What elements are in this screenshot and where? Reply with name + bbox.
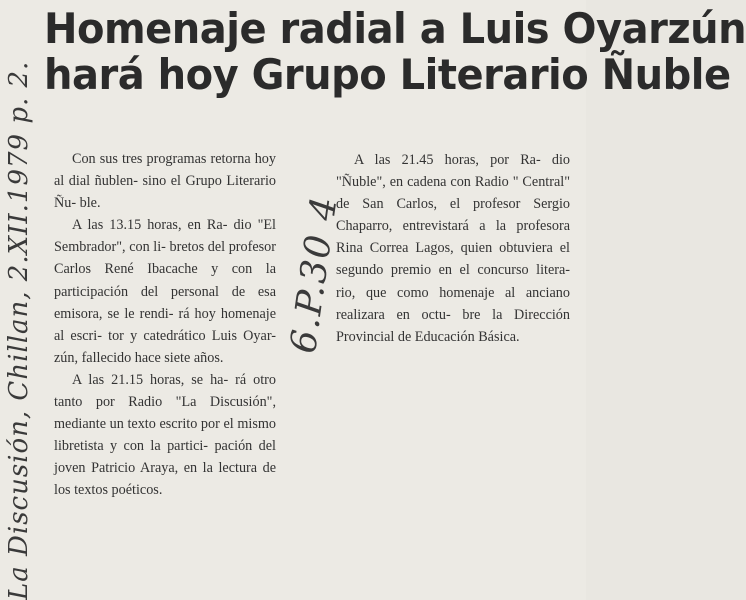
headline-line-2: hará hoy Grupo Literario Ñuble (44, 51, 731, 100)
paragraph-el-sembrador: A las 13.15 horas, en Ra- dio "El Sembrador", con li- bretos del profesor Carlos René Ibacache y con la participación del personal de esa emisora, se le rendi- rá hoy homenaje al escri- tor y catedrático Luis Oyar- zún, fallecido hace siete años. (54, 217, 276, 366)
article-right-column (336, 149, 570, 348)
headline (44, 4, 746, 100)
handwritten-page-note: 6.P.30 4 (283, 192, 346, 356)
headline-line-1: Homenaje radial a Luis Oyarzún (44, 4, 746, 54)
paragraph-radio-nuble: A las 21.45 horas, por Ra- dio "Ñuble", en cadena con Radio " Central" de San Carlos, el profesor Sergio Chaparro, entrevistará a la profesora Rina Correa Lagos, quien obtuviera el segundo premio en el concurso litera- rio, que como homenaje al anciano realizara en octu- bre la Dirección Provincial de Educación Básica. (336, 152, 570, 345)
handwritten-source-note: La Discusión, Chillan, 2.XII.1979 p. 2. (4, 60, 34, 600)
paragraph-la-discusion: A las 21.15 horas, se ha- rá otro tanto por Radio "La Discusión", mediante un texto escrito por el mismo libretista y con la partici- pación del joven Patricio Araya, en la lectura de los textos poéticos. (54, 371, 276, 499)
paragraph-intro: Con sus tres programas retorna hoy al dial ñublen- sino el Grupo Literario Ñu- ble. (54, 151, 276, 212)
article-left-column (54, 148, 276, 502)
